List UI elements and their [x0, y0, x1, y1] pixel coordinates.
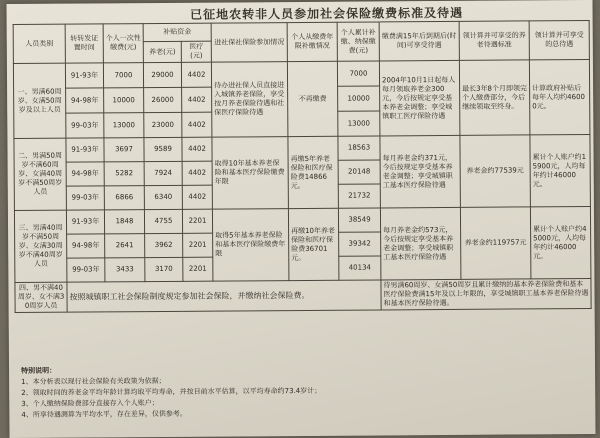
pension-cell: 29000: [143, 62, 181, 87]
header-time: 转转发证置时间: [65, 24, 103, 63]
medical-cell: 4402: [182, 185, 212, 209]
medical-cell: 4402: [182, 87, 212, 112]
medical-cell: 4402: [181, 62, 211, 87]
enjoy-cell: 最长3年8个月即领完个人缴费部分，今后继续领取至终身。: [459, 60, 530, 135]
document-sheet: [6, 0, 595, 438]
medical-cell: 2201: [182, 209, 212, 233]
pension-cell: 4755: [144, 209, 182, 233]
header-total-enjoy: 领计算并可享受的总待遇: [529, 20, 589, 59]
total-cell: 20148: [338, 160, 380, 184]
after15-cell: 每月养老金约573元，今后按规定享受基本养老金调整；享受城镇职工基本医疗保险待遇: [380, 207, 461, 280]
join-cell: 取得10年基本养老保险和基本医疗保险缴费年限: [212, 137, 289, 210]
header-join: 进社保社保险参加情况: [211, 23, 287, 63]
note-item: 1、本分析表以现行社会保险有关政策为依据；: [21, 376, 166, 386]
value-cell: 7000: [103, 63, 143, 88]
note-item: 2、领取时间的养老金平均年龄计算均取平均寿命，并按目前水平估算，以平均寿命约73.4岁计；: [21, 386, 322, 397]
table-row: [14, 134, 590, 162]
total-enjoy-cell: 累计个人账户约15900元，人均每年约计46000元。: [530, 134, 591, 206]
total-cell: 10000: [338, 86, 380, 111]
value-cell: 1848: [104, 210, 144, 234]
pension-cell: 3962: [145, 233, 183, 257]
time-cell: 91-93年: [66, 138, 104, 162]
total-cell: 18563: [338, 136, 380, 160]
category-cell: 二、男满50周岁不满60周岁、女满40周岁不满50周岁人员: [14, 138, 67, 210]
note-item: 3、个人缴纳保险费部分直接存入个人账户；: [21, 398, 159, 408]
header-pension: 养老(元): [143, 41, 181, 62]
value-cell: 5282: [104, 162, 144, 186]
total-cell: 7000: [337, 61, 379, 86]
enjoy-cell: 养老金约119757元: [460, 207, 531, 279]
medical-cell: 4402: [182, 112, 212, 137]
header-medical: 医疗(元): [181, 41, 211, 62]
after15-cell: 2004年10月1日起每人每月领取养老金300元，今后按规定享受基本养老金调整；享受城镇职工医疗保险待遇: [379, 60, 460, 136]
medical-cell: 4402: [182, 137, 212, 161]
notes-section: [21, 362, 581, 421]
join-cell: 待办进社保人员直接进入城镇养老保险，享受按月养老保险待遇和社保医疗保险待遇: [211, 62, 288, 138]
payment-cell: 再缴5年养老保险和医疗保险费14866元。: [288, 136, 339, 208]
time-cell: 99-03年: [67, 258, 105, 282]
category-cell: 四、男不满40周岁、女不满30周岁人员: [15, 282, 67, 312]
total-cell: 38549: [338, 208, 380, 232]
category-cell: 一、男满60周岁、女满50周岁及以上人员: [13, 63, 66, 138]
group4-after-cell: 待男满60周岁、女满50周岁且累计缴纳的基本养老保险费和基本医疗保险费满15年及以上年限的，享受城镇职工基本养老保险待遇和基本医疗保险待遇。: [381, 278, 591, 309]
medical-cell: 2201: [183, 233, 213, 257]
time-cell: 91-93年: [65, 63, 103, 88]
value-cell: 2641: [105, 234, 145, 258]
total-cell: 13000: [338, 111, 380, 136]
pension-cell: 7924: [144, 161, 182, 185]
pension-cell: 23000: [144, 112, 182, 137]
total-enjoy-cell: 累计个人账户约45000元，人均每年约计46000元。: [530, 206, 591, 278]
insurance-table: [13, 20, 592, 313]
header-total: 个人累计补缴、纳保缴费(元): [337, 22, 379, 61]
total-cell: 21732: [338, 184, 380, 208]
pension-cell: 26000: [144, 87, 182, 112]
enjoy-cell: 养老金约77539元: [460, 135, 531, 207]
value-cell: 13000: [104, 113, 144, 138]
time-cell: 94-98年: [67, 234, 105, 258]
total-enjoy-cell: 计算政府补贴后每年人均约46000元。: [529, 59, 590, 134]
header-funds: 补贴资金: [143, 23, 211, 41]
pension-cell: 3170: [145, 257, 183, 281]
payment-cell: 再缴10年养老保险和医疗保险费36701元。: [288, 208, 339, 280]
time-cell: 99-03年: [66, 186, 104, 210]
total-cell: 40134: [339, 256, 381, 280]
table-row: [14, 206, 590, 234]
value-cell: 6866: [104, 186, 144, 210]
header-enjoy: 领计算并可享受的养老待遇标准: [459, 21, 529, 60]
total-cell: 39342: [339, 232, 381, 256]
medical-cell: 4402: [182, 161, 212, 185]
time-cell: 91-93年: [66, 210, 104, 234]
value-cell: 10000: [104, 88, 144, 113]
notes-heading: 特别说明：: [21, 366, 57, 375]
table-row: [13, 59, 589, 88]
table-row: [15, 278, 591, 312]
group4-desc-cell: 按照城镇职工社会保险制度规定参加社会保险，并缴纳社会保险费。: [67, 280, 381, 312]
join-cell: 取得5年基本养老保险和基本医疗保险缴费年限: [212, 209, 289, 282]
time-cell: 94-98年: [66, 88, 104, 113]
header-category: 人员类别: [13, 24, 65, 63]
value-cell: 3697: [104, 138, 144, 162]
time-cell: 94-98年: [66, 162, 104, 186]
header-payment: 个人从缴费年限补缴情况: [287, 22, 337, 61]
after15-cell: 每月养老金约371元，今后按规定享受基本养老金调整；享受城镇职工基本医疗保险待遇: [380, 135, 461, 208]
time-cell: 99-03年: [66, 113, 104, 138]
category-cell: 三、男满40周岁不满50周岁、女满30周岁不满40周岁人员: [14, 210, 67, 282]
pension-cell: 9589: [144, 137, 182, 161]
note-item: 4、所享待遇测算为平均水平，存在差异，仅供参考。: [21, 409, 187, 419]
value-cell: 3433: [105, 258, 145, 282]
pension-cell: 6340: [144, 185, 182, 209]
medical-cell: 2201: [183, 257, 213, 281]
header-after15: 缴费满15年后到期后(时间)可享受待遇: [379, 21, 459, 61]
document-title: 已征地农转非人员参加社会保险缴费标准及待遇: [190, 5, 464, 22]
payment-cell: 不再缴费: [287, 61, 338, 136]
header-value: 个人一次性缴费(元): [103, 24, 143, 63]
